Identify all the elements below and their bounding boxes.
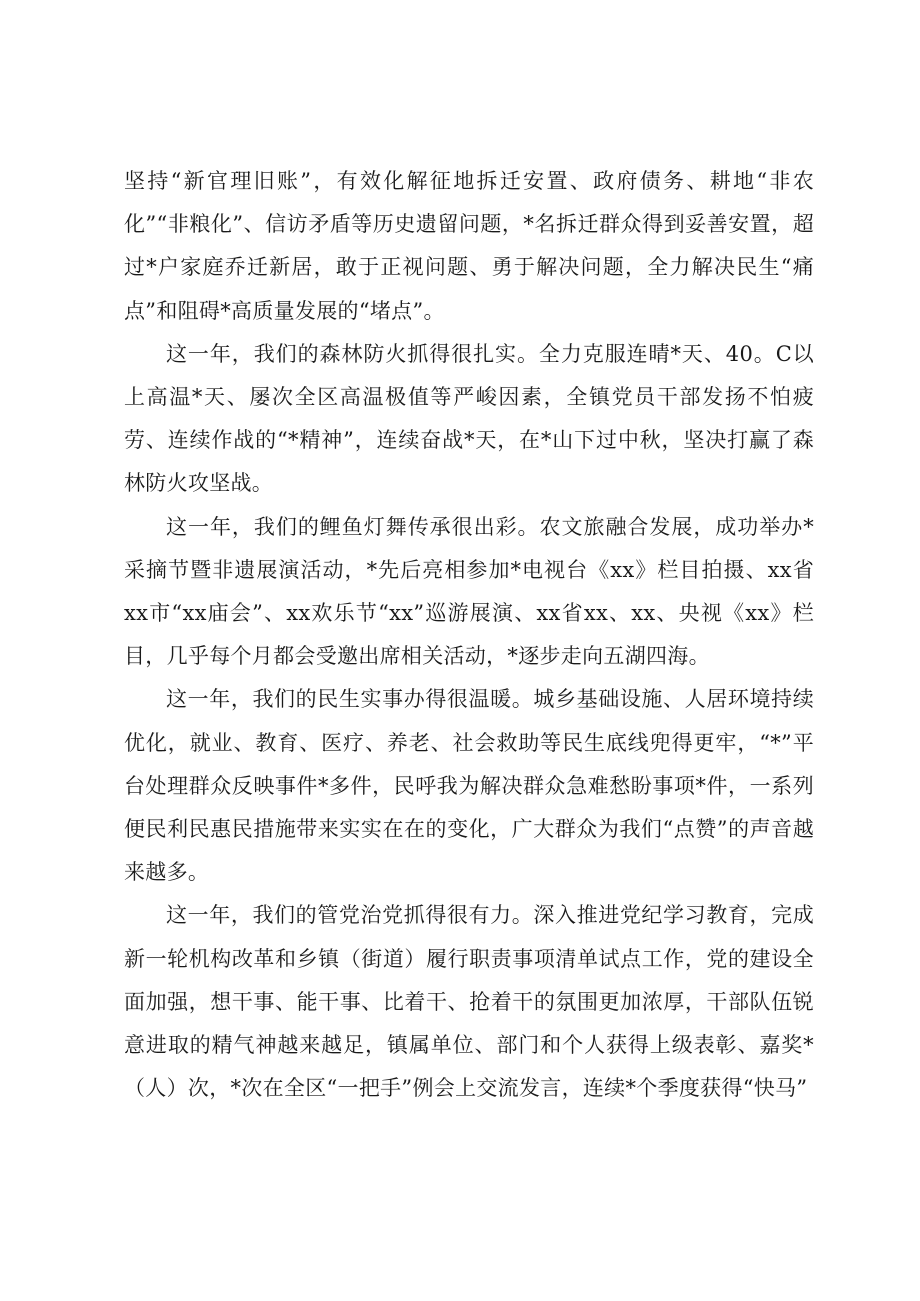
- paragraph-4: 这一年，我们的民生实事办得很温暖。城乡基础设施、人居环境持续优化，就业、教育、医疗、养老、社会救助等民生底线兜得更牢，“*”平台处理群众反映事件*多件，民呼我为解决群众急难愁盼事项*件，一系列便民利民惠民措施带来实实在在的变化，广大群众为我们“点赞”的声音越来越多。: [124, 687, 814, 885]
- paragraph-1: 坚持“新官理旧账”，有效化解征地拆迁安置、政府债务、耕地“非农化”“非粮化”、信访矛盾等历史遗留问题，*名拆迁群众得到妥善安置，超过*户家庭乔迁新居，敢于正视问题、勇于解决问题，全力解决民生“痛点”和阻碍*高质量发展的“堵点”。: [124, 169, 814, 323]
- paragraph-2: 这一年，我们的森林防火抓得很扎实。全力克服连晴*天、40。C以上高温*天、屡次全区高温极值等严峻因素，全镇党员干部发扬不怕疲劳、连续作战的“*精神”，连续奋战*天，在*山下过中秋，坚决打赢了森林防火攻坚战。: [124, 341, 814, 496]
- paragraph-3: 这一年，我们的鲤鱼灯舞传承很出彩。农文旅融合发展，成功举办*采摘节暨非遗展演活动，*先后亮相参加*电视台《xx》栏目拍摄、xx省xx市“xx庙会”、xx欢乐节“xx”巡游展演、xx省xx、xx、央视《xx》栏目，几乎每个月都会受邀出席相关活动，*逐步走向五湖四海。: [124, 514, 814, 669]
- document-body: [124, 160, 814, 1110]
- paragraph-5: 这一年，我们的管党治党抓得很有力。深入推进党纪学习教育，完成新一轮机构改革和乡镇（街道）履行职责事项清单试点工作，党的建设全面加强，想干事、能干事、比着干、抢着干的氛围更加浓厚，干部队伍锐意进取的精气神越来越足，镇属单位、部门和个人获得上级表彰、嘉奖*（人）次，*次在全区“一把手”例会上交流发言，连续*个季度获得“快马”: [124, 903, 814, 1101]
